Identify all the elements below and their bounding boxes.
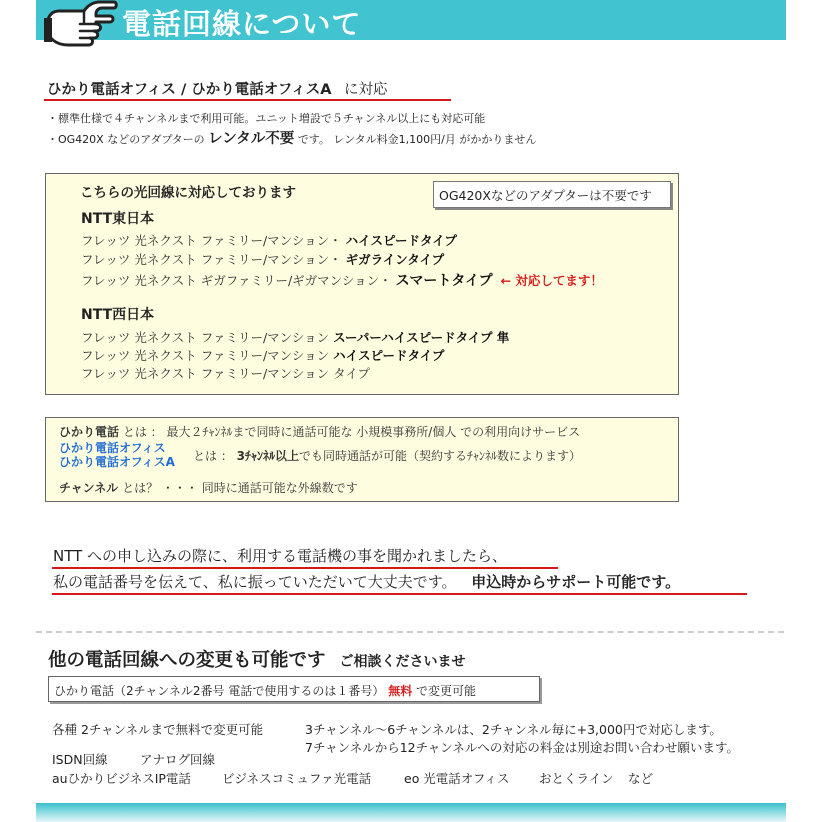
office-definition [193,447,581,464]
office-term-2: ひかり電話オフィスA [59,455,175,469]
notice-line-2 [53,571,680,592]
west-line-2 [81,346,444,364]
office-desc-bold: 3ﾁｬﾝﾈﾙ以上 [236,449,300,463]
west-line-3 [81,364,370,382]
notice-underline-1 [52,567,558,569]
line-type-commufa: ビジネスコミュファ光電話 [222,771,372,786]
west-line-2-type: ハイスピードタイプ [333,348,445,363]
channel-note: ・標準仕様で４チャンネルまで利用可能。ユニット増設で５チャンネル以上にも対応可能 [47,112,486,125]
office-desc-post: でも同時通話が可能（契約するﾁｬﾝﾈﾙ数によります） [299,449,582,463]
pointing-hand-icon [44,0,118,58]
east-line-3 [81,270,603,290]
notice-line-2-text: 私の電話番号を伝えて、私に振っていただいて大丈夫です。 [53,573,457,591]
east-line-1-text: フレッツ 光ネクスト ファミリー/マンション・ [81,233,342,248]
office-desc-pre: とは ： [193,449,233,463]
east-line-1 [81,231,457,249]
west-line-1-text: フレッツ 光ネクスト ファミリー/マンション [81,330,330,345]
line-type-analog: アナログ回線 [140,752,216,767]
east-line-3-text: フレッツ 光ネクスト ギガファミリー/ギガマンション・ [81,273,392,288]
rental-note [47,127,536,148]
ntt-east-title: NTT東日本 [81,211,155,227]
office-product-names: ひかり電話オフィス / ひかり電話オフィスA [47,82,332,98]
rental-note-post: です。 レンタル料金1,100円/月 がかかりません [297,133,537,146]
west-line-1 [81,328,509,346]
line-type-eo: eo 光電話オフィス [404,771,510,786]
pricing-note-1: 3チャンネル～6チャンネルは、2チャンネル毎に+3,000円で対応します。 [305,722,722,737]
rental-note-pre: ・OG420X などのアダプターの [47,133,205,146]
east-line-2-type: ギガラインタイプ [345,252,445,267]
supported-note: ← 対応してます！ [500,273,603,288]
line-type-otoku: おとくライン [539,771,614,786]
office-term-1: ひかり電話オフィス [59,441,166,455]
channel-term: チャンネル [59,481,119,495]
line-type-au: auひかりビジネスIP電話 [52,771,191,786]
channel-definition [59,479,358,496]
west-line-3-text: フレッツ 光ネクスト ファミリー/マンション タイプ [81,366,370,381]
office-support-heading [47,78,388,99]
adapter-not-required-badge: OG420Xなどのアダプターは不要です [433,181,671,208]
hikari-desc: とは ： 最大２ﾁｬﾝﾈﾙまで同時に通話可能な 小規模事務所/個人 での利用向けサービス [122,425,581,439]
east-line-2 [81,250,444,268]
banner-title: 電話回線について [122,7,362,41]
east-line-1-type: ハイスピードタイプ [345,233,457,248]
change-title-text: 他の電話回線への変更も可能です [48,650,326,671]
notice-line-1: NTT への申し込みの際に、利用する電話機の事を聞かれましたら、 [53,547,508,565]
free-change-box [48,676,540,702]
free-change-pre: ひかり電話（2チャンネル2番号 電話で使用するのは１番号） [54,684,385,698]
east-line-3-type: スマートタイプ [395,273,493,289]
free-change-post: で変更可能 [416,684,477,698]
hikari-definition [59,423,580,440]
line-type-isdn: ISDN回線 [52,752,108,767]
hikari-term: ひかり電話 [59,425,120,439]
office-heading-underline [44,99,451,101]
office-terms [59,441,175,469]
free-label: 無料 [388,684,413,698]
west-line-1-type: スーパーハイスピードタイプ 隼 [333,330,510,345]
channel-desc: とは？ ・・・ 同時に通話可能な外線数です [122,481,358,495]
section-divider [36,631,784,633]
etc-label: など [628,771,654,786]
support-available: 申込時からサポート可能です。 [471,573,681,591]
rental-not-required: レンタル不要 [208,131,295,147]
compatible-lines-title: こちらの光回線に対応しております [80,185,296,201]
notice-underline-2 [52,593,747,595]
pricing-note-2: 7チャンネルから12チャンネルへの対応の料金は別途お問い合わせ願います。 [305,740,739,755]
ntt-west-title: NTT西日本 [81,307,155,323]
east-line-2-text: フレッツ 光ネクスト ファミリー/マンション・ [81,252,342,267]
footer-bar [36,803,786,822]
west-line-2-text: フレッツ 光ネクスト ファミリー/マンション [81,348,330,363]
consult-note: ご相談くださいませ [339,654,466,670]
change-title [48,646,466,672]
office-support-suffix: に対応 [344,82,388,98]
free-channels-note: 各種 2チャンネルまで無料で変更可能 [52,722,264,737]
